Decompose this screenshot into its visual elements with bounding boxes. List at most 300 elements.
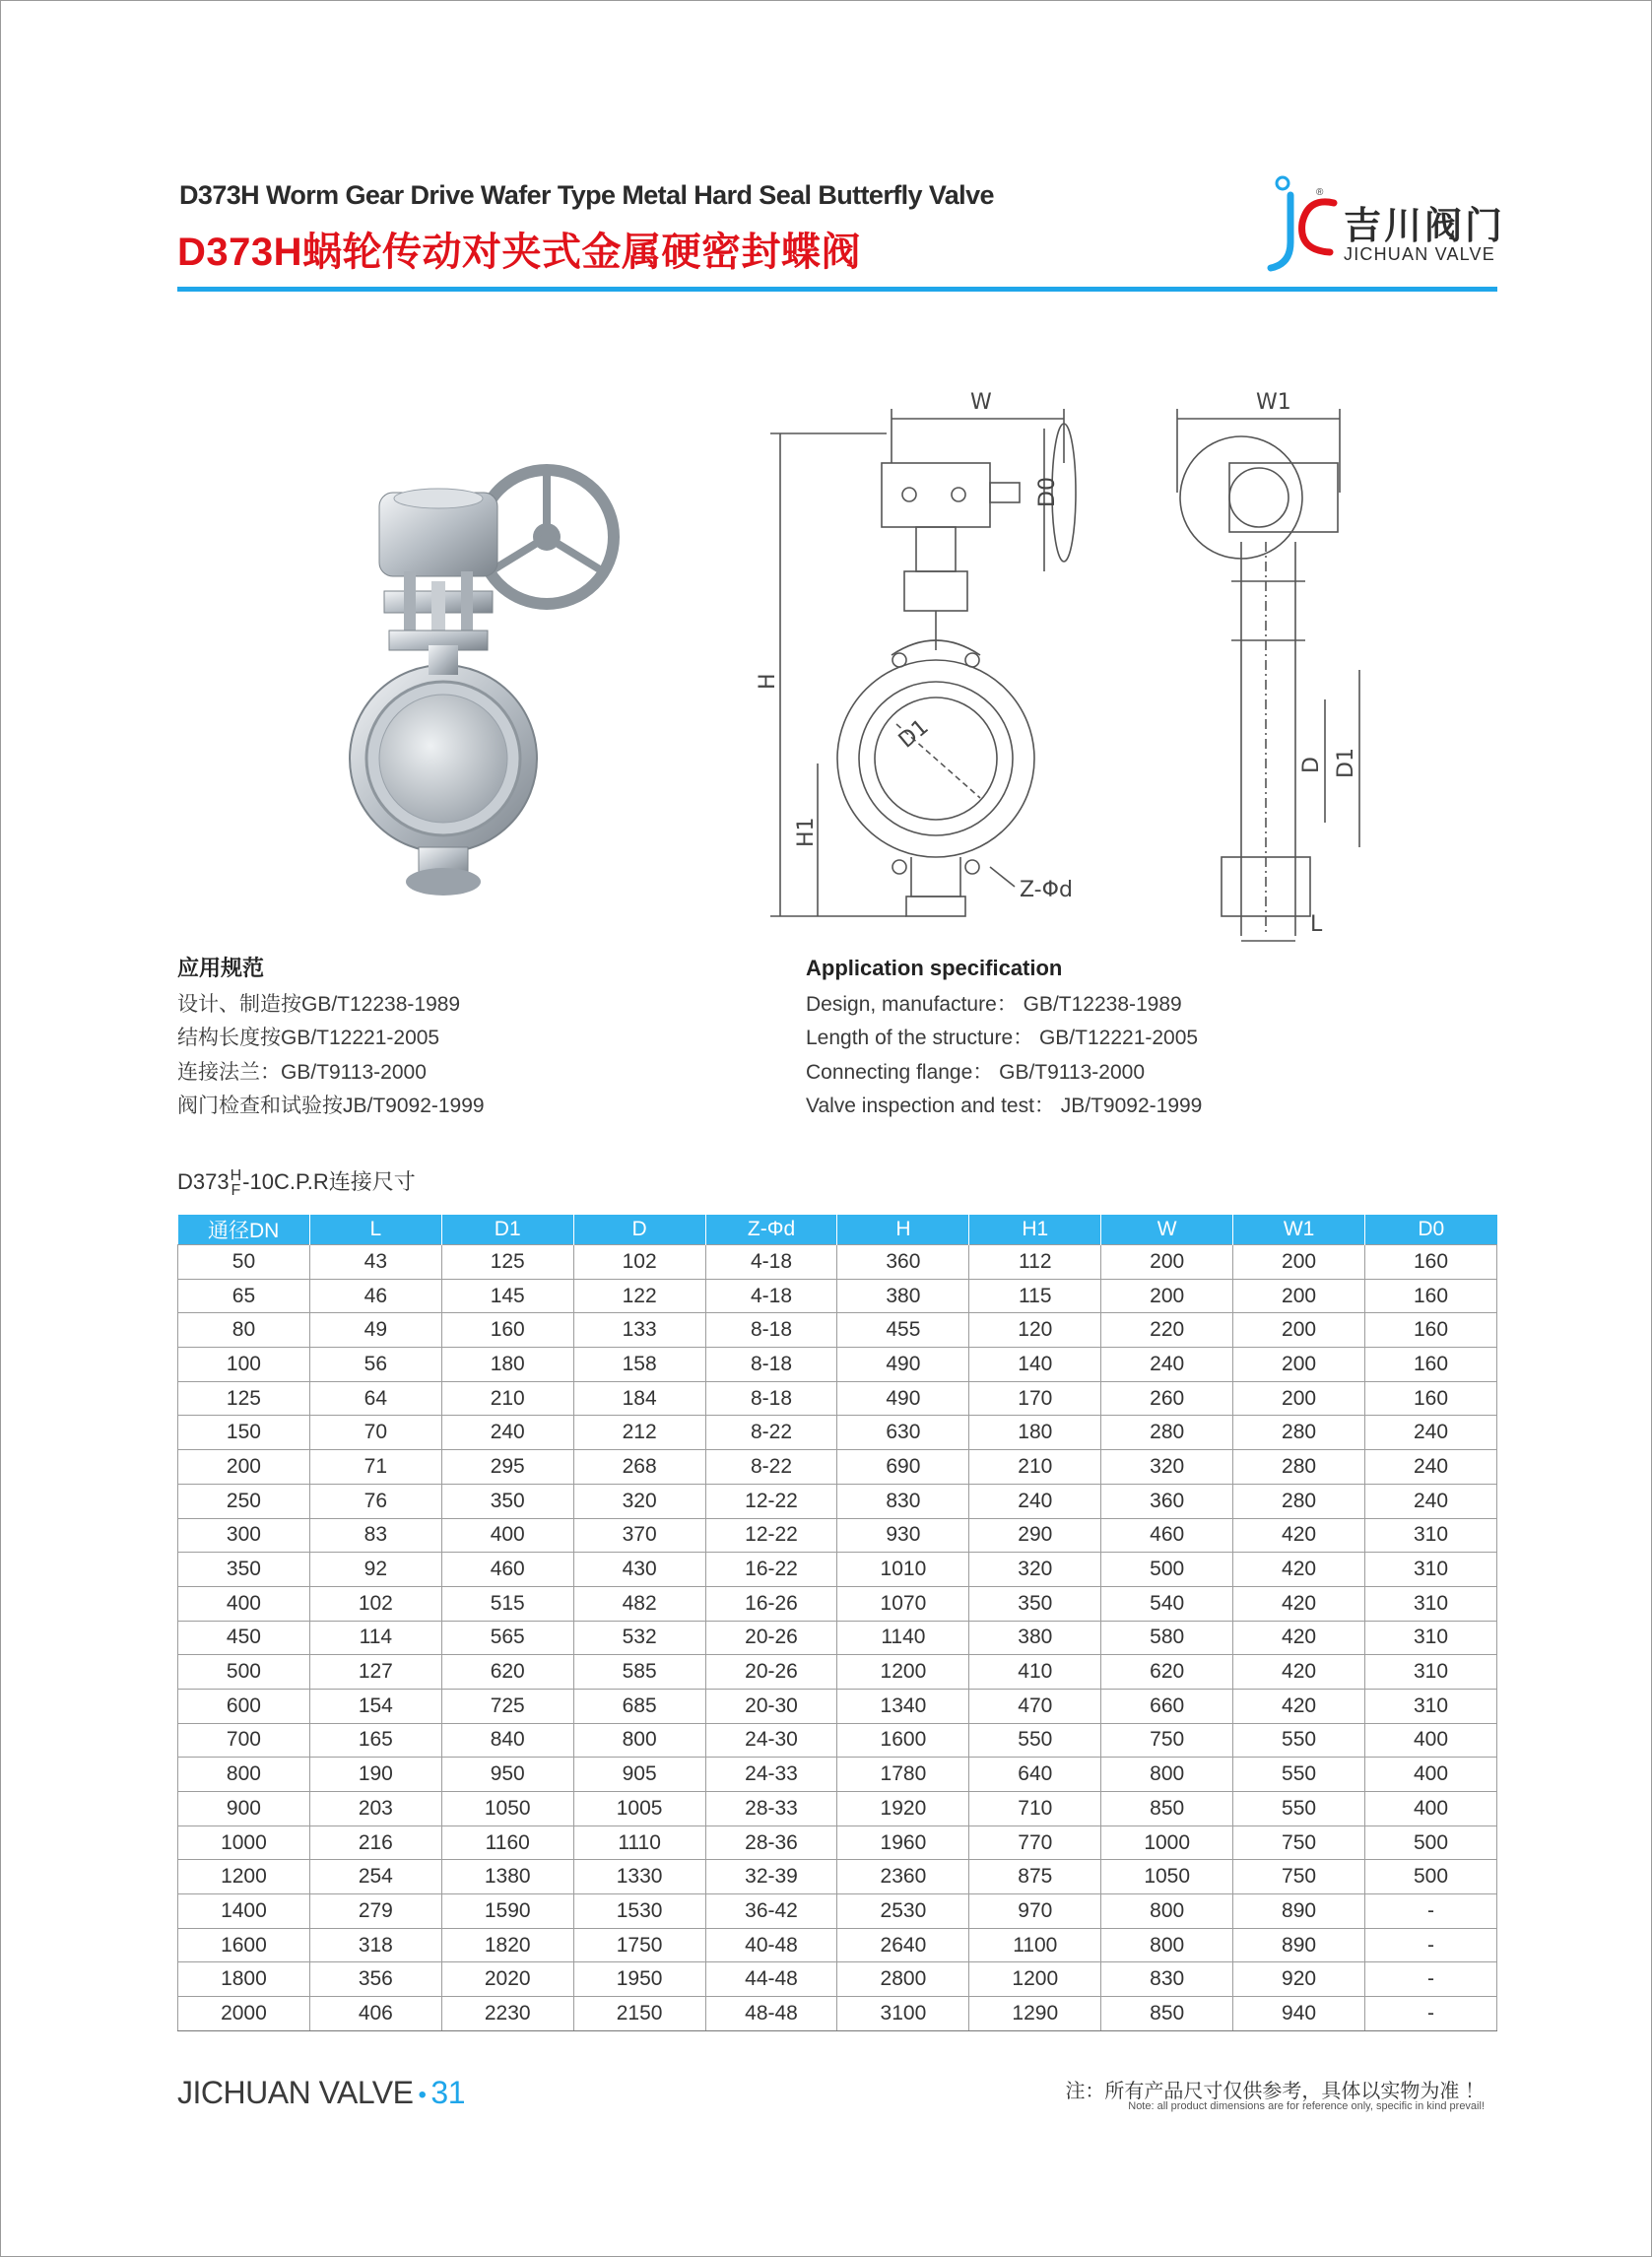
- table-row: [178, 1894, 1497, 1929]
- table-row: [178, 1826, 1497, 1860]
- table-cell: 1800: [178, 1962, 310, 1997]
- table-cell: 1070: [837, 1586, 969, 1621]
- table-cell: 160: [1365, 1348, 1497, 1382]
- table-cell: 1380: [441, 1860, 573, 1894]
- table-cell: 500: [1365, 1860, 1497, 1894]
- table-cell: 400: [178, 1586, 310, 1621]
- table-cell: 8-22: [705, 1416, 837, 1450]
- table-cell: 800: [1101, 1928, 1233, 1962]
- table-cell: 2360: [837, 1860, 969, 1894]
- table-cell: 2000: [178, 1997, 310, 2031]
- spec-en-line: Length of the structure： GB/T12221-2005: [806, 1027, 1199, 1049]
- table-row: [178, 1962, 1497, 1997]
- table-cell: 2640: [837, 1928, 969, 1962]
- table-cell: 112: [969, 1245, 1101, 1280]
- table-header-cell: H: [837, 1215, 969, 1245]
- table-cell: 725: [441, 1689, 573, 1723]
- table-row: [178, 1928, 1497, 1962]
- table-cell: 580: [1101, 1621, 1233, 1655]
- table-cell: 120: [969, 1313, 1101, 1348]
- table-cell: 550: [969, 1723, 1101, 1758]
- table-cell: 310: [1365, 1655, 1497, 1690]
- table-cell: 310: [1365, 1553, 1497, 1587]
- table-cell: 2800: [837, 1962, 969, 1997]
- table-cell: 48-48: [705, 1997, 837, 2031]
- table-cell: 900: [178, 1792, 310, 1826]
- table-cell: 320: [969, 1553, 1101, 1587]
- table-cell: 127: [309, 1655, 441, 1690]
- table-cell: 700: [178, 1723, 310, 1758]
- table-cell: 370: [573, 1518, 705, 1553]
- table-cell: 1200: [178, 1860, 310, 1894]
- table-cell: 160: [441, 1313, 573, 1348]
- table-cell: 460: [441, 1553, 573, 1587]
- table-cell: 310: [1365, 1586, 1497, 1621]
- spec-en-title: Application specification: [806, 956, 1063, 980]
- table-row: [178, 1792, 1497, 1826]
- table-cell: 420: [1233, 1518, 1365, 1553]
- table-cell: 160: [1365, 1313, 1497, 1348]
- table-cell: 1820: [441, 1928, 573, 1962]
- spec-english: [806, 952, 1202, 1124]
- table-cell: 600: [178, 1689, 310, 1723]
- spec-cn-line: 设计、制造按GB/T12238-1989: [177, 992, 461, 1016]
- table-cell: 170: [969, 1381, 1101, 1416]
- table-cell: 115: [969, 1279, 1101, 1313]
- table-cell: 470: [969, 1689, 1101, 1723]
- table-cell: 455: [837, 1313, 969, 1348]
- table-cell: 240: [969, 1484, 1101, 1518]
- table-cell: 28-36: [705, 1826, 837, 1860]
- table-cell: 1600: [178, 1928, 310, 1962]
- table-header-cell: D0: [1365, 1215, 1497, 1245]
- table-cell: 830: [837, 1484, 969, 1518]
- table-cell: 145: [441, 1279, 573, 1313]
- table-cell: 160: [1365, 1245, 1497, 1280]
- table-cell: 180: [441, 1348, 573, 1382]
- table-header-cell: L: [309, 1215, 441, 1245]
- table-cell: 203: [309, 1792, 441, 1826]
- table-cell: 1140: [837, 1621, 969, 1655]
- table-cell: 640: [969, 1758, 1101, 1792]
- table-cell: 350: [441, 1484, 573, 1518]
- table-cell: 420: [1233, 1553, 1365, 1587]
- table-cell: 430: [573, 1553, 705, 1587]
- company-logo: [1261, 173, 1517, 282]
- table-cell: 71: [309, 1450, 441, 1485]
- table-cell: 920: [1233, 1962, 1365, 1997]
- table-cell: 585: [573, 1655, 705, 1690]
- logo-mark-icon: [1261, 173, 1340, 278]
- table-cell: 20-26: [705, 1621, 837, 1655]
- table-cell: 8-22: [705, 1450, 837, 1485]
- table-cell: 875: [969, 1860, 1101, 1894]
- table-cell: 240: [1365, 1484, 1497, 1518]
- table-cell: 240: [1101, 1348, 1233, 1382]
- table-cell: 420: [1233, 1621, 1365, 1655]
- table-cell: 290: [969, 1518, 1101, 1553]
- table-cell: 800: [1101, 1758, 1233, 1792]
- table-cell: 320: [1101, 1450, 1233, 1485]
- table-cell: 830: [1101, 1962, 1233, 1997]
- title-chinese: D373H蜗轮传动对夹式金属硬密封蝶阀: [177, 231, 862, 274]
- table-cell: 850: [1101, 1997, 1233, 2031]
- table-cell: 2230: [441, 1997, 573, 2031]
- spec-cn-line: 连接法兰：GB/T9113-2000: [177, 1060, 427, 1084]
- table-cell: 1780: [837, 1758, 969, 1792]
- spec-en-line: Valve inspection and test： JB/T9092-1999: [806, 1095, 1203, 1117]
- table-cell: 1005: [573, 1792, 705, 1826]
- table-cell: 800: [178, 1758, 310, 1792]
- table-cell: -: [1365, 1928, 1497, 1962]
- table-cell: -: [1365, 1894, 1497, 1929]
- table-cell: 212: [573, 1416, 705, 1450]
- table-cell: 125: [441, 1245, 573, 1280]
- table-cell: 320: [573, 1484, 705, 1518]
- label-w: W: [970, 390, 992, 415]
- table-cell: 28-33: [705, 1792, 837, 1826]
- table-row: [178, 1997, 1497, 2031]
- label-h: H: [756, 673, 780, 690]
- table-cell: 685: [573, 1689, 705, 1723]
- table-header-cell: 通径DN: [178, 1215, 310, 1245]
- table-cell: 4-18: [705, 1245, 837, 1280]
- spec-cn-title: 应用规范: [177, 956, 265, 980]
- table-cell: 180: [969, 1416, 1101, 1450]
- table-cell: 550: [1233, 1758, 1365, 1792]
- table-cell: 279: [309, 1894, 441, 1929]
- table-cell: 50: [178, 1245, 310, 1280]
- table-header-cell: H1: [969, 1215, 1101, 1245]
- table-cell: 940: [1233, 1997, 1365, 2031]
- table-cell: 620: [441, 1655, 573, 1690]
- table-cell: 800: [1101, 1894, 1233, 1929]
- label-d1-front: D1: [893, 714, 934, 754]
- table-cell: 406: [309, 1997, 441, 2031]
- table-cell: -: [1365, 1962, 1497, 1997]
- table-cell: 1160: [441, 1826, 573, 1860]
- table-cell: 240: [441, 1416, 573, 1450]
- table-row: [178, 1416, 1497, 1450]
- table-cell: 1110: [573, 1826, 705, 1860]
- table-cell: 532: [573, 1621, 705, 1655]
- table-cell: 92: [309, 1553, 441, 1587]
- label-z-phi-d: Z-Φd: [1020, 878, 1073, 902]
- table-cell: 500: [1101, 1553, 1233, 1587]
- label-l: L: [1310, 912, 1323, 937]
- table-cell: 24-30: [705, 1723, 837, 1758]
- table-header-cell: D1: [441, 1215, 573, 1245]
- table-row: [178, 1860, 1497, 1894]
- label-d0: D0: [1035, 477, 1060, 507]
- table-cell: 12-22: [705, 1484, 837, 1518]
- table-cell: 160: [1365, 1279, 1497, 1313]
- table-cell: 20-30: [705, 1689, 837, 1723]
- table-cell: 515: [441, 1586, 573, 1621]
- table-cell: 565: [441, 1621, 573, 1655]
- header-divider: [177, 287, 1497, 292]
- table-cell: 400: [1365, 1723, 1497, 1758]
- table-row: [178, 1450, 1497, 1485]
- table-cell: 550: [1233, 1723, 1365, 1758]
- table-header-cell: D: [573, 1215, 705, 1245]
- table-row: [178, 1313, 1497, 1348]
- table-cell: 905: [573, 1758, 705, 1792]
- table-cell: 200: [1233, 1245, 1365, 1280]
- table-cell: 44-48: [705, 1962, 837, 1997]
- table-row: [178, 1484, 1497, 1518]
- table-cell: 1200: [837, 1655, 969, 1690]
- table-cell: 1200: [969, 1962, 1101, 1997]
- table-cell: 500: [178, 1655, 310, 1690]
- table-cell: 890: [1233, 1894, 1365, 1929]
- table-cell: 200: [1233, 1348, 1365, 1382]
- table-cell: 102: [309, 1586, 441, 1621]
- table-caption: D373 H F -10C.P.R连接尺寸: [177, 1167, 416, 1200]
- spec-chinese: [177, 952, 485, 1124]
- table-cell: 420: [1233, 1655, 1365, 1690]
- table-cell: 43: [309, 1245, 441, 1280]
- table-cell: 2020: [441, 1962, 573, 1997]
- table-cell: 318: [309, 1928, 441, 1962]
- valve-photo: [335, 433, 630, 926]
- table-cell: 295: [441, 1450, 573, 1485]
- table-row: [178, 1586, 1497, 1621]
- table-cell: 160: [1365, 1381, 1497, 1416]
- table-cell: 36-42: [705, 1894, 837, 1929]
- table-cell: 356: [309, 1962, 441, 1997]
- table-cell: 32-39: [705, 1860, 837, 1894]
- table-cell: 1290: [969, 1997, 1101, 2031]
- footer-note-chinese: 注：所有产品尺寸仅供参考，具体以实物为准 ！: [1065, 2081, 1485, 2102]
- table-cell: 840: [441, 1723, 573, 1758]
- table-cell: 280: [1233, 1450, 1365, 1485]
- table-cell: 1100: [969, 1928, 1101, 1962]
- table-cell: 3100: [837, 1997, 969, 2031]
- table-cell: 250: [178, 1484, 310, 1518]
- table-cell: 310: [1365, 1621, 1497, 1655]
- table-cell: 210: [969, 1450, 1101, 1485]
- label-h1: H1: [794, 817, 819, 847]
- table-cell: 268: [573, 1450, 705, 1485]
- label-w1: W1: [1256, 390, 1291, 415]
- table-row: [178, 1655, 1497, 1690]
- table-cell: 46: [309, 1279, 441, 1313]
- table-cell: 360: [1101, 1484, 1233, 1518]
- table-cell: 1950: [573, 1962, 705, 1997]
- table-cell: 102: [573, 1245, 705, 1280]
- table-cell: 8-18: [705, 1313, 837, 1348]
- table-header-cell: W1: [1233, 1215, 1365, 1245]
- table-row: [178, 1553, 1497, 1587]
- table-cell: 154: [309, 1689, 441, 1723]
- table-cell: 890: [1233, 1928, 1365, 1962]
- table-row: [178, 1518, 1497, 1553]
- footer-note-english: Note: all product dimensions are for reference only, specific in kind prevail!: [1128, 2100, 1485, 2112]
- table-cell: 24-33: [705, 1758, 837, 1792]
- table-cell: 200: [178, 1450, 310, 1485]
- table-cell: 200: [1101, 1279, 1233, 1313]
- table-cell: 254: [309, 1860, 441, 1894]
- table-cell: 65: [178, 1279, 310, 1313]
- table-cell: 540: [1101, 1586, 1233, 1621]
- table-cell: 40-48: [705, 1928, 837, 1962]
- table-cell: 1340: [837, 1689, 969, 1723]
- table-cell: 350: [969, 1586, 1101, 1621]
- table-cell: 490: [837, 1381, 969, 1416]
- table-cell: 1750: [573, 1928, 705, 1962]
- dimension-table: [177, 1215, 1497, 2031]
- table-cell: 420: [1233, 1586, 1365, 1621]
- table-cell: 8-18: [705, 1381, 837, 1416]
- table-cell: 100: [178, 1348, 310, 1382]
- table-cell: 2150: [573, 1997, 705, 2031]
- table-cell: 770: [969, 1826, 1101, 1860]
- logo-english-text: JICHUAN VALVE: [1344, 244, 1495, 264]
- table-cell: 122: [573, 1279, 705, 1313]
- table-cell: 200: [1233, 1279, 1365, 1313]
- table-cell: 970: [969, 1894, 1101, 1929]
- page-number: 31: [430, 2075, 465, 2110]
- table-cell: 64: [309, 1381, 441, 1416]
- table-cell: 220: [1101, 1313, 1233, 1348]
- table-cell: 410: [969, 1655, 1101, 1690]
- table-cell: 660: [1101, 1689, 1233, 1723]
- table-cell: 4-18: [705, 1279, 837, 1313]
- table-cell: 133: [573, 1313, 705, 1348]
- table-cell: 350: [178, 1553, 310, 1587]
- table-cell: 190: [309, 1758, 441, 1792]
- table-cell: 184: [573, 1381, 705, 1416]
- table-cell: 150: [178, 1416, 310, 1450]
- table-cell: 1920: [837, 1792, 969, 1826]
- spec-cn-line: 阀门检查和试验按JB/T9092-1999: [177, 1095, 485, 1117]
- table-row: [178, 1723, 1497, 1758]
- table-cell: 216: [309, 1826, 441, 1860]
- table-cell: 420: [1233, 1689, 1365, 1723]
- table-cell: 310: [1365, 1689, 1497, 1723]
- table-cell: 280: [1101, 1416, 1233, 1450]
- table-cell: 1530: [573, 1894, 705, 1929]
- table-cell: 450: [178, 1621, 310, 1655]
- table-cell: 76: [309, 1484, 441, 1518]
- table-cell: 400: [1365, 1758, 1497, 1792]
- table-cell: 750: [1101, 1723, 1233, 1758]
- svg-text:®: ®: [1316, 187, 1324, 198]
- table-cell: 850: [1101, 1792, 1233, 1826]
- table-cell: 125: [178, 1381, 310, 1416]
- table-row: [178, 1621, 1497, 1655]
- table-header-row: [178, 1215, 1497, 1245]
- table-row: [178, 1279, 1497, 1313]
- spec-en-line: Connecting flange： GB/T9113-2000: [806, 1060, 1145, 1084]
- table-cell: 158: [573, 1348, 705, 1382]
- table-row: [178, 1758, 1497, 1792]
- table-cell: 550: [1233, 1792, 1365, 1826]
- table-cell: 240: [1365, 1416, 1497, 1450]
- technical-drawing: [756, 384, 1428, 946]
- table-cell: 750: [1233, 1826, 1365, 1860]
- table-cell: 482: [573, 1586, 705, 1621]
- table-cell: 400: [1365, 1792, 1497, 1826]
- table-cell: 1330: [573, 1860, 705, 1894]
- spec-cn-line: 结构长度按GB/T12221-2005: [177, 1027, 440, 1049]
- table-cell: 8-18: [705, 1348, 837, 1382]
- table-header-cell: W: [1101, 1215, 1233, 1245]
- table-row: [178, 1381, 1497, 1416]
- table-cell: 2530: [837, 1894, 969, 1929]
- table-cell: 750: [1233, 1860, 1365, 1894]
- table-cell: 1000: [1101, 1826, 1233, 1860]
- table-cell: 12-22: [705, 1518, 837, 1553]
- table-cell: 930: [837, 1518, 969, 1553]
- table-cell: 83: [309, 1518, 441, 1553]
- table-cell: 16-26: [705, 1586, 837, 1621]
- table-cell: 16-22: [705, 1553, 837, 1587]
- footer-brand: JICHUAN VALVE • 31: [177, 2075, 465, 2110]
- table-cell: 1000: [178, 1826, 310, 1860]
- table-cell: 165: [309, 1723, 441, 1758]
- label-d: D: [1299, 757, 1324, 773]
- table-cell: 1960: [837, 1826, 969, 1860]
- table-cell: 140: [969, 1348, 1101, 1382]
- table-cell: 620: [1101, 1655, 1233, 1690]
- table-cell: 260: [1101, 1381, 1233, 1416]
- spec-en-line: Design, manufacture： GB/T12238-1989: [806, 992, 1182, 1016]
- table-cell: 240: [1365, 1450, 1497, 1485]
- table-row: [178, 1245, 1497, 1280]
- table-cell: 1050: [441, 1792, 573, 1826]
- table-cell: 310: [1365, 1518, 1497, 1553]
- table-row: [178, 1689, 1497, 1723]
- table-cell: 800: [573, 1723, 705, 1758]
- table-cell: 1400: [178, 1894, 310, 1929]
- table-row: [178, 1348, 1497, 1382]
- table-cell: 20-26: [705, 1655, 837, 1690]
- table-header-cell: Z-Φd: [705, 1215, 837, 1245]
- table-cell: -: [1365, 1997, 1497, 2031]
- table-cell: 200: [1233, 1381, 1365, 1416]
- table-cell: 210: [441, 1381, 573, 1416]
- table-cell: 1600: [837, 1723, 969, 1758]
- table-cell: 200: [1233, 1313, 1365, 1348]
- table-cell: 49: [309, 1313, 441, 1348]
- logo-chinese-text: 吉川阀门: [1344, 206, 1506, 247]
- table-cell: 950: [441, 1758, 573, 1792]
- table-cell: 400: [441, 1518, 573, 1553]
- table-cell: 500: [1365, 1826, 1497, 1860]
- table-cell: 460: [1101, 1518, 1233, 1553]
- table-cell: 80: [178, 1313, 310, 1348]
- table-cell: 1590: [441, 1894, 573, 1929]
- table-cell: 1010: [837, 1553, 969, 1587]
- table-cell: 380: [837, 1279, 969, 1313]
- table-cell: 690: [837, 1450, 969, 1485]
- table-cell: 280: [1233, 1484, 1365, 1518]
- table-cell: 200: [1101, 1245, 1233, 1280]
- table-cell: 280: [1233, 1416, 1365, 1450]
- title-english: D373H Worm Gear Drive Wafer Type Metal Hard Seal Butterfly Valve: [179, 180, 994, 210]
- table-cell: 360: [837, 1245, 969, 1280]
- table-cell: 380: [969, 1621, 1101, 1655]
- table-cell: 56: [309, 1348, 441, 1382]
- label-d1-side: D1: [1334, 748, 1358, 778]
- table-cell: 1050: [1101, 1860, 1233, 1894]
- table-cell: 70: [309, 1416, 441, 1450]
- table-cell: 710: [969, 1792, 1101, 1826]
- table-cell: 490: [837, 1348, 969, 1382]
- table-cell: 300: [178, 1518, 310, 1553]
